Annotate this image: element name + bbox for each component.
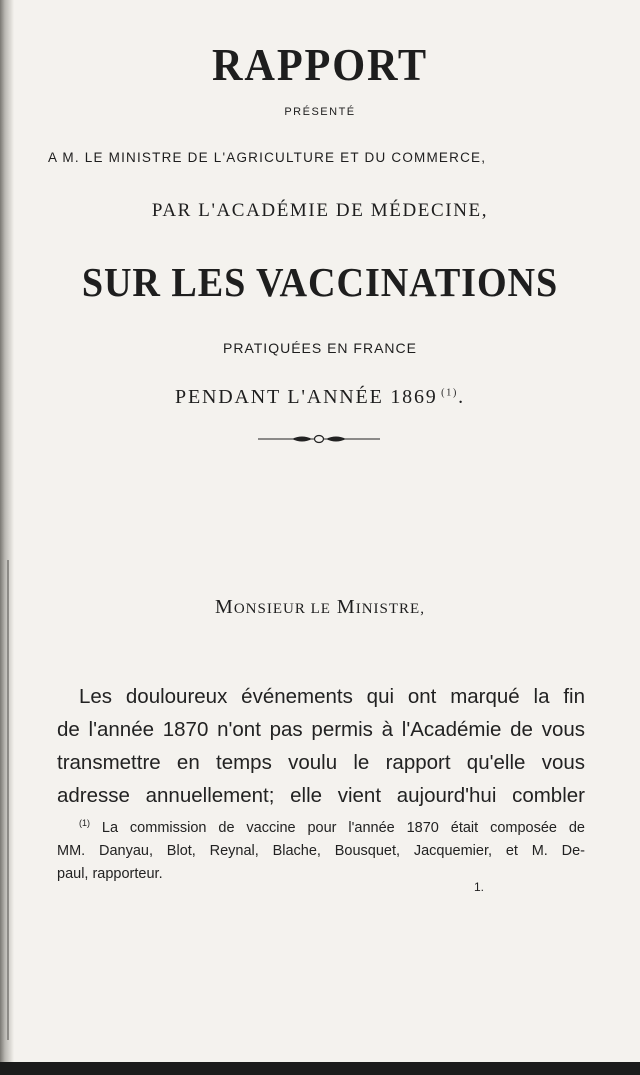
salutation [0, 596, 640, 619]
page-edge-line [7, 560, 9, 1040]
year-period: . [458, 386, 465, 408]
document-title: RAPPORT [212, 39, 428, 90]
body-line: de l'année 1870 n'ont pas permis à l'Académie de vous [57, 718, 585, 741]
body-line: Les douloureux événements qui ont marqué la fin [79, 685, 585, 708]
salutation-m-rest: ONSIEUR LE [233, 601, 331, 617]
body-line: adresse annuellement; elle vient aujourd'hui combler [57, 784, 585, 807]
salutation-min-cap: M [336, 596, 356, 618]
signature-mark: 1. [474, 880, 485, 894]
body-line: transmettre en temps voulu le rapport qu'elle vous [57, 751, 585, 774]
footnote [57, 812, 585, 886]
salutation-m-cap: M [215, 596, 234, 618]
salutation-min-rest: INISTRE, [355, 601, 425, 617]
bottom-edge-bar [0, 1062, 640, 1075]
body-paragraph [57, 680, 585, 812]
footnote-line-1: La commission de vaccine pour l'année 1870 était composée de [101, 819, 585, 836]
footnote-ref: (1) [441, 387, 459, 399]
addressee-line: A M. LE MINISTRE DE L'AGRICULTURE ET DU COMMERCE, [48, 150, 487, 165]
footnote-line-2: MM. Danyau, Blot, Reynal, Blache, Bousquet, Jacquemier, et M. De- [57, 842, 585, 859]
year-line [0, 386, 640, 409]
pratiquees-line: PRATIQUÉES EN FRANCE [223, 340, 417, 356]
footnote-line [57, 812, 585, 840]
subject-heading: SUR LES VACCINATIONS [81, 259, 559, 305]
footnote-line-3: paul, rapporteur. [57, 865, 163, 882]
presente-label: PRÉSENTÉ [284, 106, 356, 118]
year-text: PENDANT L'ANNÉE 1869 [175, 386, 438, 408]
footnote-marker: (1) [79, 818, 90, 828]
academie-line: PAR L'ACADÉMIE DE MÉDECINE, [151, 200, 489, 221]
ornament-divider [258, 432, 380, 446]
